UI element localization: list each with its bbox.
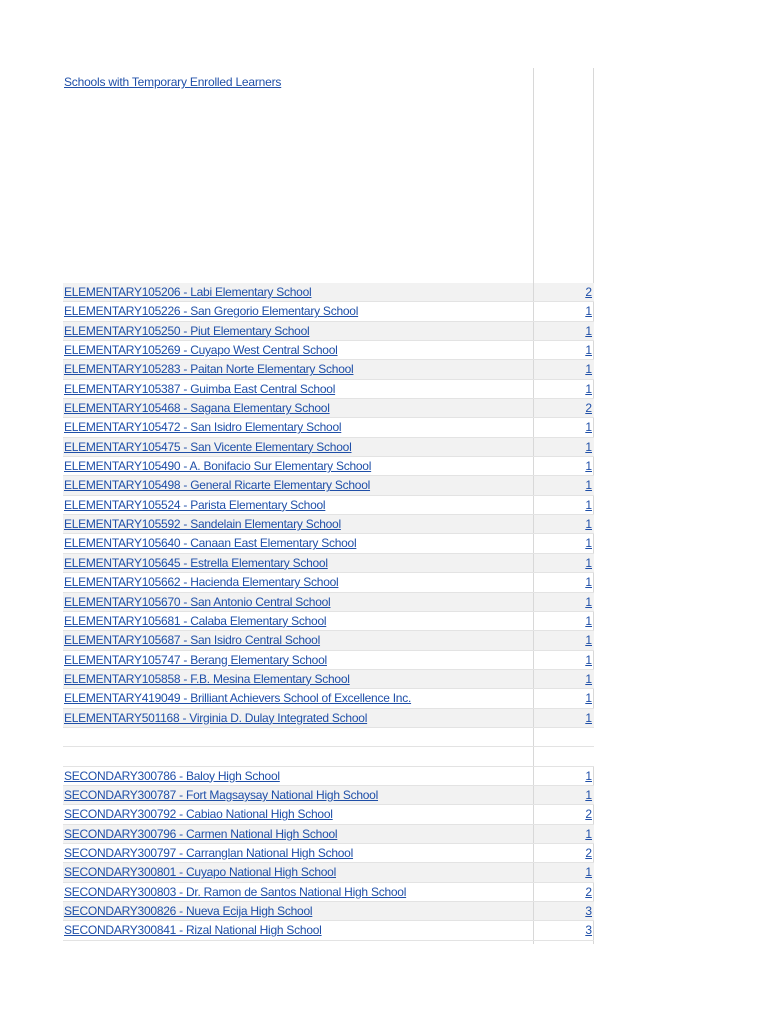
learner-count-link[interactable]: 1 [585,497,592,512]
table-row [63,302,594,321]
learner-count-link[interactable]: 2 [585,845,592,860]
school-name-link[interactable]: SECONDARY300796 - Carmen National High School [64,826,338,841]
table-row [63,689,594,708]
cell-divider [533,786,534,804]
table-row [63,341,594,360]
learner-count-link[interactable]: 1 [585,691,592,706]
school-name-link[interactable]: ELEMENTARY105662 - Hacienda Elementary School [64,575,339,590]
cell-divider [533,767,534,785]
learner-count-link[interactable]: 1 [585,633,592,648]
cell-divider [533,709,534,727]
school-name-link[interactable]: ELEMENTARY105592 - Sandelain Elementary School [64,517,341,532]
school-name-link[interactable]: ELEMENTARY105490 - A. Bonifacio Sur Elementary School [64,459,372,474]
school-name-link[interactable]: SECONDARY300787 - Fort Magsaysay National High School [64,787,379,802]
empty-row [63,728,594,747]
school-name-link[interactable]: ELEMENTARY501168 - Virginia D. Dulay Integrated School [64,710,368,725]
learner-count-link[interactable]: 3 [585,923,592,938]
cell-divider [533,457,534,475]
learner-count-link[interactable]: 2 [585,807,592,822]
cell-divider [533,438,534,456]
cell-divider [533,921,534,939]
cell-divider [533,863,534,881]
table-row [63,515,594,534]
learner-count-link[interactable]: 2 [585,401,592,416]
table-row [63,554,594,573]
learner-count-link[interactable]: 1 [585,517,592,532]
learner-count-link[interactable]: 1 [585,865,592,880]
learner-count-link[interactable]: 1 [585,710,592,725]
empty-row [63,747,594,766]
learner-count-link[interactable]: 1 [585,555,592,570]
table-row [63,631,594,650]
cell-divider [533,612,534,630]
learner-count-link[interactable]: 3 [585,904,592,918]
learner-count-link[interactable]: 1 [585,594,592,609]
school-name-link[interactable]: ELEMENTARY419049 - Brilliant Achievers School of Excellence Inc. [64,691,412,706]
cell-divider [533,399,534,417]
table-row [63,902,594,921]
school-name-link[interactable]: ELEMENTARY105687 - San Isidro Central School [64,633,321,648]
learner-count-link[interactable]: 1 [585,304,592,319]
learner-count-link[interactable]: 1 [585,323,592,338]
table-row [63,457,594,476]
cell-divider [533,573,534,591]
school-name-link[interactable]: SECONDARY300801 - Cuyapo National High School [64,865,337,880]
cell-divider [533,844,534,862]
schools-table [63,283,594,941]
school-name-link[interactable]: SECONDARY300792 - Cabiao National High School [64,807,333,822]
school-name-link[interactable]: ELEMENTARY105226 - San Gregorio Elementary School [64,304,359,319]
cell-divider [533,689,534,707]
table-row [63,593,594,612]
cell-divider [533,360,534,378]
learner-count-link[interactable]: 1 [585,381,592,396]
cell-divider [533,631,534,649]
school-name-link[interactable]: ELEMENTARY105387 - Guimba East Central School [64,381,336,396]
learner-count-link[interactable]: 2 [585,884,592,899]
table-row [63,380,594,399]
learner-count-link[interactable]: 1 [585,652,592,667]
learner-count-link[interactable]: 1 [585,362,592,377]
table-row [63,283,594,302]
learner-count-link[interactable]: 1 [585,768,592,783]
learner-count-link[interactable]: 2 [585,285,592,299]
cell-divider [533,554,534,572]
cell-divider [533,902,534,920]
school-name-link[interactable]: ELEMENTARY105250 - Piut Elementary School [64,323,310,338]
table-row [63,534,594,553]
cell-divider [533,322,534,340]
learner-count-link[interactable]: 1 [585,439,592,454]
learner-count-link[interactable]: 1 [585,671,592,686]
school-name-link[interactable]: ELEMENTARY105206 - Labi Elementary School [64,285,312,299]
cell-divider [533,496,534,514]
cell-divider [533,651,534,669]
table-row [63,786,594,805]
cell-divider [533,302,534,320]
school-name-link[interactable]: ELEMENTARY105283 - Paitan Norte Elementary School [64,362,354,377]
school-name-link[interactable]: ELEMENTARY105681 - Calaba Elementary School [64,613,327,628]
school-name-link[interactable]: SECONDARY300841 - Rizal National High School [64,923,322,938]
school-name-link[interactable]: ELEMENTARY105640 - Canaan East Elementary School [64,536,357,551]
cell-divider [533,883,534,901]
school-name-link[interactable]: SECONDARY300797 - Carranglan National High School [64,845,354,860]
cell-divider [533,534,534,552]
table-row [63,322,594,341]
learner-count-link[interactable]: 1 [585,787,592,802]
table-row [63,360,594,379]
learner-count-link[interactable]: 1 [585,826,592,841]
learner-count-link[interactable]: 1 [585,575,592,590]
school-name-link[interactable]: SECONDARY300803 - Dr. Ramon de Santos National High School [64,884,407,899]
school-name-link[interactable]: ELEMENTARY105524 - Parista Elementary School [64,497,326,512]
cell-divider [533,380,534,398]
table-row [63,844,594,863]
table-row [63,863,594,882]
cell-divider [533,670,534,688]
learner-count-link[interactable]: 1 [585,343,592,358]
table-row [63,496,594,515]
school-name-link[interactable]: ELEMENTARY105670 - San Antonio Central School [64,594,331,609]
table-row [63,921,594,940]
cell-divider [533,515,534,533]
school-name-link[interactable]: ELEMENTARY105747 - Berang Elementary School [64,652,327,667]
learner-count-link[interactable]: 1 [585,536,592,551]
table-row [63,805,594,824]
table-row [63,573,594,592]
school-name-link[interactable]: ELEMENTARY105468 - Sagana Elementary School [64,401,330,416]
school-name-link[interactable]: SECONDARY300826 - Nueva Ecija High School [64,904,313,918]
table-row [63,476,594,495]
learner-count-link[interactable]: 1 [585,613,592,628]
table-row [63,883,594,902]
cell-divider [533,728,534,746]
learner-count-link[interactable]: 1 [585,459,592,474]
school-name-link[interactable]: ELEMENTARY105475 - San Vicente Elementary School [64,439,352,454]
school-name-link[interactable]: ELEMENTARY105472 - San Isidro Elementary School [64,420,342,435]
cell-divider [533,341,534,359]
learner-count-link[interactable]: 1 [585,478,592,493]
report-title-link[interactable]: Schools with Temporary Enrolled Learners [64,75,282,89]
table-row [63,418,594,437]
table-row [63,709,594,728]
table-row [63,767,594,786]
cell-divider [533,593,534,611]
cell-divider [533,418,534,436]
table-row [63,825,594,844]
cell-divider [533,747,534,765]
table-row [63,670,594,689]
learner-count-link[interactable]: 1 [585,420,592,435]
school-name-link[interactable]: ELEMENTARY105645 - Estrella Elementary School [64,555,328,570]
school-name-link[interactable]: ELEMENTARY105498 - General Ricarte Elementary School [64,478,371,493]
table-row [63,438,594,457]
table-row [63,399,594,418]
cell-divider [533,283,534,301]
school-name-link[interactable]: ELEMENTARY105858 - F.B. Mesina Elementary School [64,671,350,686]
school-name-link[interactable]: SECONDARY300786 - Baloy High School [64,768,280,783]
school-name-link[interactable]: ELEMENTARY105269 - Cuyapo West Central School [64,343,338,358]
table-row [63,612,594,631]
cell-divider [533,476,534,494]
cell-divider [533,825,534,843]
table-row [63,651,594,670]
cell-divider [533,805,534,823]
